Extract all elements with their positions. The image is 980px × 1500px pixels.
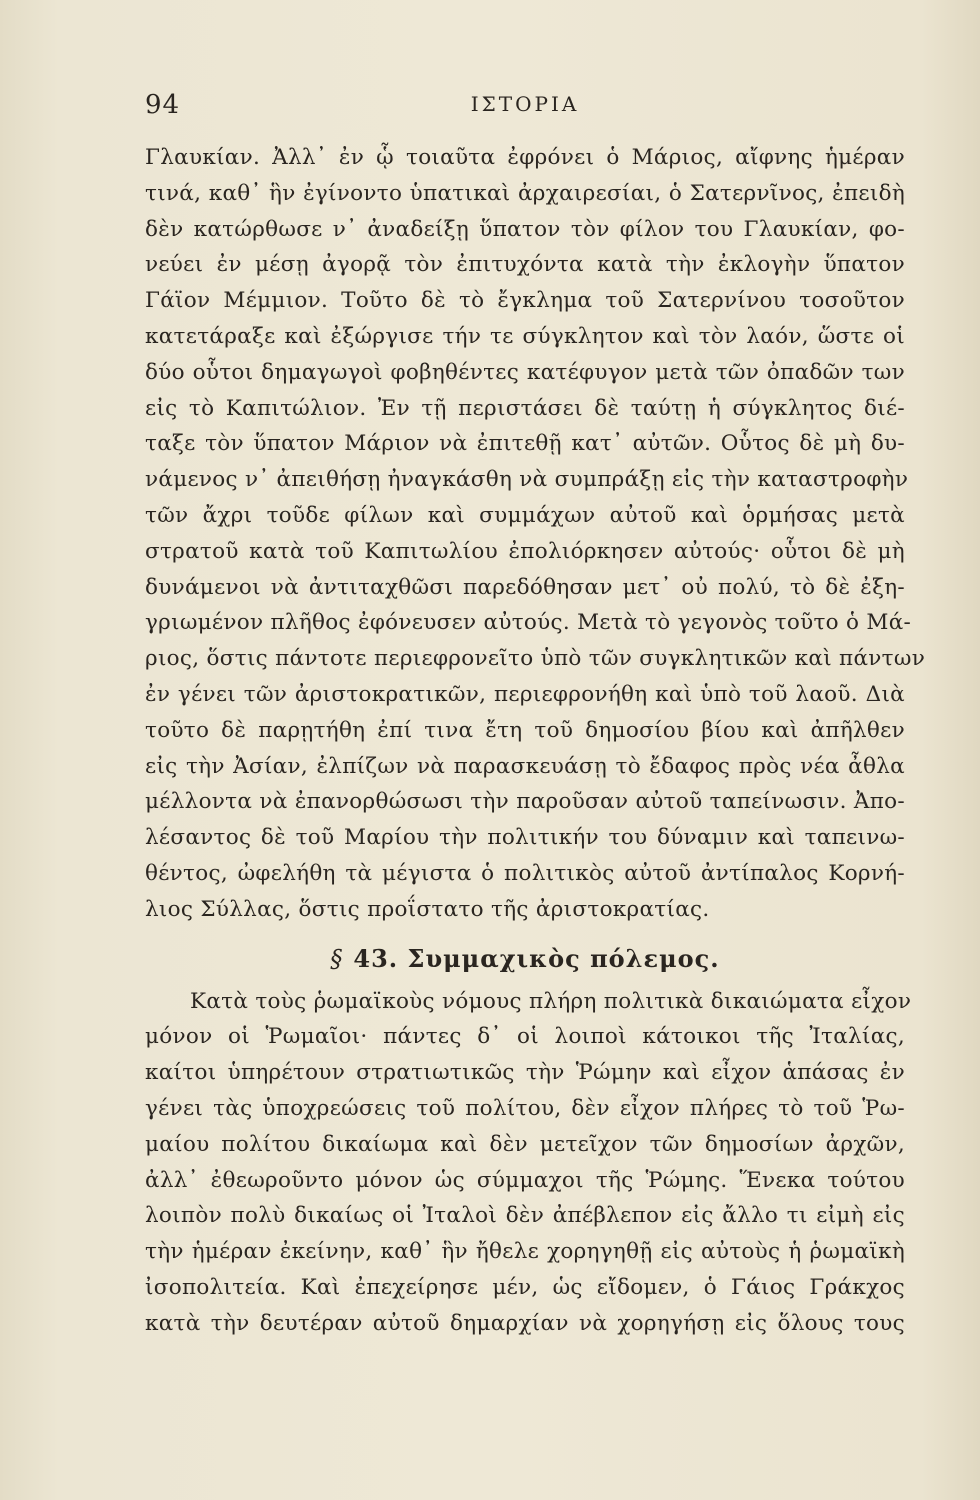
- section-title: 43. Συμμαχικὸς πόλεμος.: [353, 943, 720, 973]
- page-number: 94: [145, 90, 181, 120]
- text-line: εἰς τὴν Ἀσίαν, ἐλπίζων νὰ παρασκευάσῃ τὸ ἔδαφος πρὸς νέα ἆθλα: [145, 753, 905, 779]
- text-line: τῶν ἄχρι τοῦδε φίλων καὶ συμμάχων αὐτοῦ καὶ ὁρμήσας μετὰ: [145, 502, 905, 528]
- paragraph: [145, 984, 912, 1342]
- text-line: γένει τὰς ὑποχρεώσεις τοῦ πολίτου, δὲν εἶχον πλήρες τὸ τοῦ Ῥω-: [145, 1095, 905, 1121]
- text-line: κατετάραξε καὶ ἐξώργισε τήν τε σύγκλητον καὶ τὸν λαόν, ὥστε οἱ: [145, 323, 905, 349]
- text-line: τινά, καθ᾽ ἣν ἐγίνοντο ὑπατικαὶ ἀρχαιρεσίαι, ὁ Σατερνῖνος, ἐπειδὴ: [145, 180, 905, 206]
- text-line: κατὰ τὴν δευτέραν αὐτοῦ δημαρχίαν νὰ χορηγήσῃ εἰς ὅλους τους: [145, 1310, 905, 1336]
- text-line: λιος Σύλλας, ὅστις προΐστατο τῆς ἀριστοκρατίας.: [145, 896, 710, 922]
- page-header: [145, 90, 905, 130]
- text-line: δυνάμενοι νὰ ἀντιταχθῶσι παρεδόθησαν μετ᾽ οὐ πολύ, τὸ δὲ ἐξη-: [145, 574, 905, 600]
- text-line: δύο οὗτοι δημαγωγοὶ φοβηθέντες κατέφυγον μετὰ τῶν ὀπαδῶν των: [145, 359, 905, 385]
- text-line: τοῦτο δὲ παρῃτήθη ἐπί τινα ἔτη τοῦ δημοσίου βίου καὶ ἀπῆλθεν: [145, 717, 905, 743]
- text-line: μαίου πολίτου δικαίωμα καὶ δὲν μετεῖχον τῶν δημοσίων ἀρχῶν,: [145, 1131, 905, 1157]
- text-line: γριωμένον πλῆθος ἐφόνευσεν αὐτούς. Μετὰ τὸ γεγονὸς τοῦτο ὁ Μά-: [145, 610, 912, 636]
- text-line: καίτοι ὑπηρέτουν στρατιωτικῶς τὴν Ῥώμην καὶ εἶχον ἁπάσας ἐν: [145, 1060, 905, 1086]
- text-line: εἰς τὸ Καπιτώλιον. Ἐν τῇ περιστάσει δὲ ταύτῃ ἡ σύγκλητος διέ-: [145, 395, 905, 421]
- text-line: μόνον οἱ Ῥωμαῖοι· πάντες δ᾽ οἱ λοιποὶ κάτοικοι τῆς Ἰταλίας,: [145, 1024, 905, 1050]
- text-line: Γάϊον Μέμμιον. Τοῦτο δὲ τὸ ἔγκλημα τοῦ Σατερνίνου τοσοῦτον: [145, 288, 905, 314]
- text-line: ἐν γένει τῶν ἀριστοκρατικῶν, περιεφρονήθη καὶ ὑπὸ τοῦ λαοῦ. Διὰ: [145, 681, 905, 707]
- text-line: στρατοῦ κατὰ τοῦ Καπιτωλίου ἐπολιόρκησεν αὐτούς· οὗτοι δὲ μὴ: [145, 538, 905, 564]
- text-line: νεύει ἐν μέσῃ ἀγορᾷ τὸν ἐπιτυχόντα κατὰ τὴν ἐκλογὴν ὕπατον: [145, 252, 905, 278]
- text-line: λέσαντος δὲ τοῦ Μαρίου τὴν πολιτικήν του δύναμιν καὶ ταπεινω-: [145, 825, 905, 851]
- paragraph: [145, 140, 926, 928]
- body-text: [145, 140, 926, 1342]
- text-line: νάμενος ν᾽ ἀπειθήσῃ ἠναγκάσθη νὰ συμπράξῃ εἰς τὴν καταστροφὴν: [145, 467, 909, 493]
- text-line: θέντος, ὠφελήθη τὰ μέγιστα ὁ πολιτικὸς αὐτοῦ ἀντίπαλος Κορνή-: [145, 860, 905, 886]
- text-line: λοιπὸν πολὺ δικαίως οἱ Ἰταλοὶ δὲν ἀπέβλεπον εἰς ἄλλο τι εἰμὴ εἰς: [145, 1203, 905, 1229]
- text-line: ριος, ὅστις πάντοτε περιεφρονεῖτο ὑπὸ τῶν συγκλητικῶν καὶ πάντων: [145, 646, 926, 672]
- text-line: δὲν κατώρθωσε ν᾽ ἀναδείξῃ ὕπατον τὸν φίλον του Γλαυκίαν, φο-: [145, 216, 905, 242]
- text-line: μέλλοντα νὰ ἐπανορθώσωσι τὴν παροῦσαν αὐτοῦ ταπείνωσιν. Ἀπο-: [145, 789, 905, 815]
- text-line: Κατὰ τοὺς ῥωμαϊκοὺς νόμους πλήρη πολιτικὰ δικαιώματα εἶχον: [190, 988, 912, 1014]
- section-heading: [145, 928, 905, 984]
- running-head: ΙΣΤΟΡΙΑ: [470, 92, 580, 116]
- section-sign: §: [330, 944, 344, 973]
- text-line: ταξε τὸν ὕπατον Μάριον νὰ ἐπιτεθῇ κατ᾽ αὐτῶν. Οὗτος δὲ μὴ δυ-: [145, 431, 905, 457]
- text-line: τὴν ἡμέραν ἐκείνην, καθ᾽ ἣν ἤθελε χορηγηθῇ εἰς αὐτοὺς ἡ ῥωμαϊκὴ: [145, 1239, 905, 1265]
- text-line: Γλαυκίαν. Ἀλλ᾽ ἐν ᾧ τοιαῦτα ἐφρόνει ὁ Μάριος, αἴφνης ἡμέραν: [145, 145, 905, 170]
- text-line: ἰσοπολιτεία. Καὶ ἐπεχείρησε μέν, ὡς εἴδομεν, ὁ Γάιος Γράκχος: [145, 1274, 905, 1300]
- text-line: ἀλλ᾽ ἐθεωροῦντο μόνον ὡς σύμμαχοι τῆς Ῥώμης. Ἕνεκα τούτου: [145, 1167, 905, 1193]
